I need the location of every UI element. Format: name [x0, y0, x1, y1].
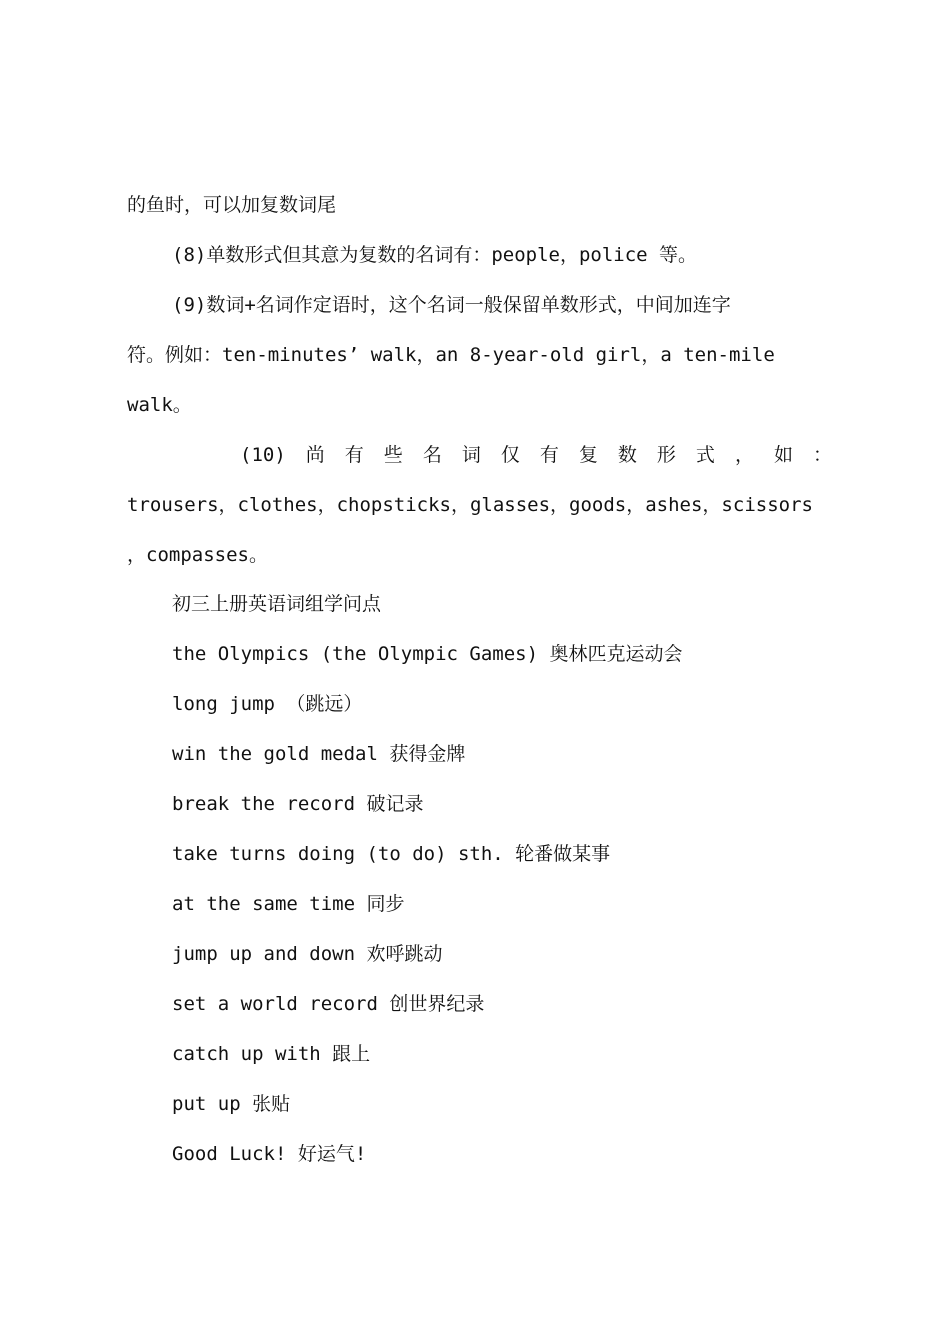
section-title: 初三上册英语词组学问点	[172, 593, 382, 615]
paragraph-item-10-token: 数	[617, 444, 637, 466]
paragraph-item-10-token: 复	[578, 444, 598, 466]
paragraph-continuation: 的鱼时，可以加复数词尾	[127, 194, 337, 216]
phrase-line: at the same time 同步	[172, 893, 405, 915]
paragraph-item-10-line-3: ，compasses。	[127, 544, 268, 566]
paragraph-item-10-line-2: trousers，clothes，chopsticks，glasses，goods，ashes，scissors	[127, 494, 813, 516]
paragraph-item-10-token: 尚	[305, 444, 325, 466]
phrase-line: take turns doing (to do) sth. 轮番做某事	[172, 843, 611, 865]
paragraph-item-9-line-2: 符。例如：ten-minutes’ walk，an 8-year-old girl，a ten-mile	[127, 344, 775, 366]
paragraph-item-10-token: (10)	[240, 444, 286, 466]
paragraph-item-10-token: 形	[656, 444, 676, 466]
phrase-line: break the record 破记录	[172, 793, 424, 815]
phrase-line: catch up with 跟上	[172, 1043, 371, 1065]
phrase-line: the Olympics (the Olympic Games) 奥林匹克运动会	[172, 643, 683, 665]
paragraph-item-10-token: 仅	[500, 444, 520, 466]
phrase-line: win the gold medal 获得金牌	[172, 743, 466, 765]
phrase-line: set a world record 创世界纪录	[172, 993, 485, 1015]
paragraph-item-10-token: 名	[422, 444, 442, 466]
phrase-line: long jump （跳远）	[172, 693, 363, 715]
paragraph-item-10-token: 如	[773, 444, 793, 466]
paragraph-item-10-token: ：	[812, 444, 832, 466]
phrase-line: put up 张贴	[172, 1093, 291, 1115]
paragraph-item-9-line-3: walk。	[127, 394, 192, 416]
paragraph-item-10-token: 式	[695, 444, 715, 466]
paragraph-item-10-line-1	[240, 440, 832, 470]
paragraph-item-10-token: 些	[383, 444, 403, 466]
paragraph-item-9-line-1: (9)数词+名词作定语时，这个名词一般保留单数形式，中间加连字	[172, 294, 731, 316]
paragraph-item-8: (8)单数形式但其意为复数的名词有：people，police 等。	[172, 244, 698, 266]
paragraph-item-10-token: ，	[734, 444, 754, 466]
paragraph-item-10-token: 有	[344, 444, 364, 466]
phrase-line: jump up and down 欢呼跳动	[172, 943, 443, 965]
phrase-line: Good Luck! 好运气!	[172, 1143, 367, 1165]
paragraph-item-10-token: 词	[461, 444, 481, 466]
paragraph-item-10-token: 有	[539, 444, 559, 466]
